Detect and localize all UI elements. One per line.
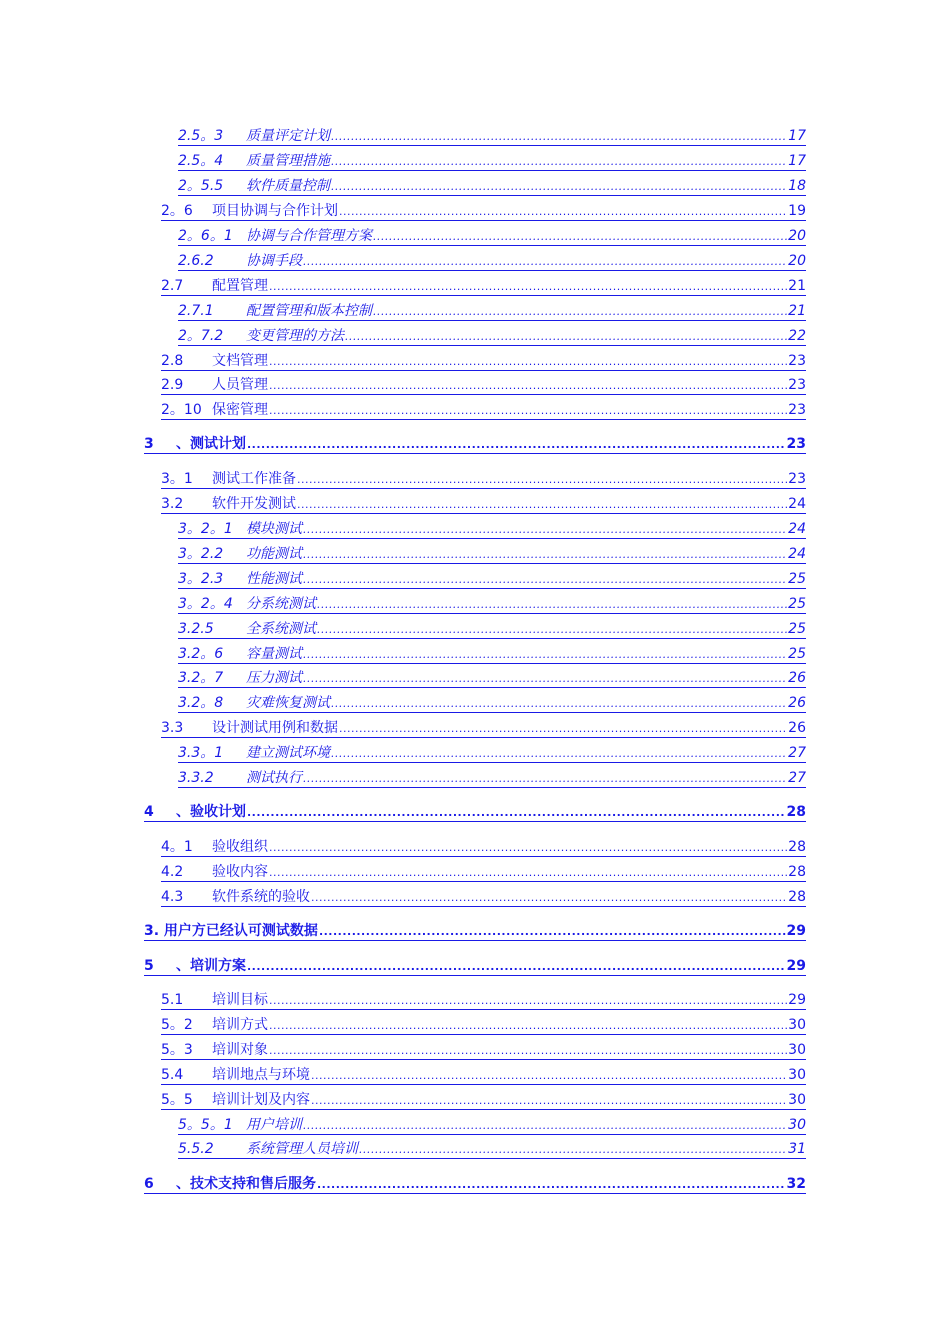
toc-entry-title: 、技术支持和售后服务 <box>176 1176 316 1192</box>
toc-entry[interactable] <box>178 226 806 246</box>
toc-entry[interactable] <box>161 1015 806 1035</box>
toc-entry-title: 培训地点与环境 <box>212 1067 310 1083</box>
toc-entry-title: 设计测试用例和数据 <box>212 720 338 736</box>
toc-entry-number: 5 <box>144 958 154 974</box>
toc-dot-leader <box>269 865 787 881</box>
toc-entry[interactable] <box>178 693 806 713</box>
toc-entry[interactable] <box>178 519 806 539</box>
toc-entry[interactable] <box>178 1115 806 1135</box>
toc-entry[interactable] <box>178 1139 806 1159</box>
toc-entry-page-number: 23 <box>788 353 806 369</box>
toc-dot-leader <box>269 840 787 856</box>
toc-entry-title: 项目协调与合作计划 <box>212 203 338 219</box>
toc-dot-leader <box>373 229 787 245</box>
toc-entry-title: 压力测试 <box>246 670 302 686</box>
toc-dot-leader <box>303 1118 787 1134</box>
toc-dot-leader <box>331 696 787 712</box>
toc-entry-number: 5.4 <box>161 1067 184 1083</box>
toc-entry-number: 4 <box>144 804 154 820</box>
toc-entry-title: 保密管理 <box>212 402 268 418</box>
toc-entry-title: 配置管理 <box>212 278 268 294</box>
toc-entry-number: 2.7 <box>161 278 184 294</box>
toc-entry[interactable] <box>144 802 806 822</box>
toc-entry[interactable] <box>178 668 806 688</box>
toc-entry-page-number: 29 <box>788 992 806 1008</box>
toc-entry-page-number: 28 <box>788 889 806 905</box>
toc-entry-number: 3.2 <box>161 496 184 512</box>
toc-entry-number: 2。6 <box>161 203 193 219</box>
toc-dot-leader <box>339 204 787 220</box>
toc-entry[interactable] <box>161 990 806 1010</box>
toc-entry-page-number: 26 <box>788 670 806 686</box>
toc-entry-number: 2。10 <box>161 402 202 418</box>
toc-entry-number: 2。6。1 <box>178 228 233 244</box>
toc-entry-number: 3。2。4 <box>178 596 233 612</box>
toc-entry-page-number: 23 <box>788 402 806 418</box>
toc-entry-title: 全系统测试 <box>246 621 316 637</box>
toc-entry-page-number: 31 <box>788 1141 806 1157</box>
toc-dot-leader <box>269 403 787 419</box>
toc-dot-leader <box>247 805 786 821</box>
toc-entry-page-number: 30 <box>788 1067 806 1083</box>
toc-entry[interactable] <box>161 469 806 489</box>
toc-dot-leader <box>269 1043 787 1059</box>
toc-entry[interactable] <box>178 768 806 788</box>
toc-entry-title: 、培训方案 <box>176 958 246 974</box>
toc-dot-leader <box>317 622 787 638</box>
toc-entry-title: 验收组织 <box>212 839 268 855</box>
toc-dot-leader <box>297 497 787 513</box>
toc-entry-number: 2.9 <box>161 377 184 393</box>
toc-entry-title: 质量评定计划 <box>246 128 330 144</box>
toc-entry-number: 2.7.1 <box>178 303 214 319</box>
toc-entry-page-number: 30 <box>788 1092 806 1108</box>
toc-entry-title: 3. 用户方已经认可测试数据 <box>144 923 318 939</box>
toc-entry-number: 5.1 <box>161 992 184 1008</box>
toc-entry[interactable] <box>161 718 806 738</box>
toc-entry-page-number: 30 <box>788 1042 806 1058</box>
toc-entry[interactable] <box>178 126 806 146</box>
toc-entry-number: 5。2 <box>161 1017 193 1033</box>
toc-entry-page-number: 25 <box>788 646 806 662</box>
toc-entry[interactable] <box>178 569 806 589</box>
toc-entry-title: 系统管理人员培训 <box>246 1141 358 1157</box>
toc-dot-leader <box>331 179 787 195</box>
toc-entry-title: 人员管理 <box>212 377 268 393</box>
toc-entry-title: 质量管理措施 <box>246 153 330 169</box>
toc-entry-page-number: 23 <box>788 471 806 487</box>
toc-entry-number: 3.2。7 <box>178 670 224 686</box>
toc-entry-page-number: 24 <box>788 521 806 537</box>
toc-entry-page-number: 26 <box>788 720 806 736</box>
toc-dot-leader <box>303 254 787 270</box>
toc-entry-title: 建立测试环境 <box>246 745 330 761</box>
toc-entry[interactable] <box>178 743 806 763</box>
toc-entry-page-number: 20 <box>788 228 806 244</box>
toc-entry-number: 3.2。6 <box>178 646 224 662</box>
toc-entry-title: 软件系统的验收 <box>212 889 310 905</box>
toc-entry-title: 、验收计划 <box>176 804 246 820</box>
toc-entry[interactable] <box>161 375 806 395</box>
toc-entry[interactable] <box>161 351 806 371</box>
toc-dot-leader <box>319 924 786 940</box>
toc-entry-page-number: 23 <box>788 377 806 393</box>
toc-dot-leader <box>303 522 787 538</box>
toc-entry-page-number: 19 <box>788 203 806 219</box>
toc-entry-page-number: 25 <box>788 621 806 637</box>
toc-entry-number: 4.3 <box>161 889 184 905</box>
toc-entry-number: 3。2.2 <box>178 546 224 562</box>
toc-entry[interactable] <box>144 921 806 941</box>
toc-dot-leader <box>345 329 787 345</box>
toc-entry-number: 6 <box>144 1176 154 1192</box>
toc-entry-page-number: 20 <box>788 253 806 269</box>
toc-entry[interactable] <box>161 862 806 882</box>
toc-entry-page-number: 27 <box>788 745 806 761</box>
toc-entry-title: 容量测试 <box>246 646 302 662</box>
toc-dot-leader <box>311 1093 787 1109</box>
toc-dot-leader <box>269 354 787 370</box>
toc-entry-page-number: 29 <box>786 958 806 974</box>
toc-entry[interactable] <box>161 1065 806 1085</box>
toc-dot-leader <box>247 437 786 453</box>
toc-entry-page-number: 21 <box>788 303 806 319</box>
toc-entry-number: 3.3。1 <box>178 745 224 761</box>
toc-dot-leader <box>247 959 786 975</box>
toc-entry[interactable] <box>161 276 806 296</box>
toc-entry-page-number: 28 <box>788 864 806 880</box>
toc-entry-title: 验收内容 <box>212 864 268 880</box>
toc-entry-number: 3。2.3 <box>178 571 224 587</box>
toc-entry-number: 5。5 <box>161 1092 193 1108</box>
toc-entry-page-number: 18 <box>788 178 806 194</box>
toc-entry-page-number: 25 <box>788 596 806 612</box>
toc-entry[interactable] <box>161 837 806 857</box>
toc-entry-page-number: 26 <box>788 695 806 711</box>
toc-entry[interactable] <box>178 251 806 271</box>
toc-entry-page-number: 30 <box>788 1017 806 1033</box>
toc-entry[interactable] <box>161 887 806 907</box>
toc-entry-number: 3.3.2 <box>178 770 214 786</box>
toc-entry[interactable] <box>178 301 806 321</box>
toc-entry-title: 培训计划及内容 <box>212 1092 310 1108</box>
toc-dot-leader <box>331 154 787 170</box>
toc-entry[interactable] <box>161 494 806 514</box>
toc-entry-title: 培训对象 <box>212 1042 268 1058</box>
toc-entry-page-number: 28 <box>788 839 806 855</box>
toc-dot-leader <box>303 547 787 563</box>
toc-entry[interactable] <box>161 1090 806 1110</box>
toc-dot-leader <box>331 746 787 762</box>
toc-entry-title: 配置管理和版本控制 <box>246 303 372 319</box>
toc-entry-number: 5。3 <box>161 1042 193 1058</box>
toc-entry[interactable] <box>178 151 806 171</box>
toc-entry-number: 3。1 <box>161 471 193 487</box>
toc-dot-leader <box>303 771 787 787</box>
toc-entry[interactable] <box>178 644 806 664</box>
toc-dot-leader <box>303 671 787 687</box>
toc-entry[interactable] <box>144 956 806 976</box>
toc-entry-number: 5.5.2 <box>178 1141 214 1157</box>
toc-entry-number: 2.6.2 <box>178 253 214 269</box>
toc-dot-leader <box>297 472 787 488</box>
toc-entry-number: 3.2.5 <box>178 621 214 637</box>
toc-entry-title: 培训方式 <box>212 1017 268 1033</box>
toc-entry-page-number: 22 <box>788 328 806 344</box>
toc-entry[interactable] <box>144 1174 806 1194</box>
toc-entry-page-number: 17 <box>788 153 806 169</box>
toc-dot-leader <box>373 304 787 320</box>
toc-entry-number: 3 <box>144 436 154 452</box>
toc-entry-title: 文档管理 <box>212 353 268 369</box>
toc-dot-leader <box>269 1018 787 1034</box>
toc-dot-leader <box>303 572 787 588</box>
toc-entry-page-number: 24 <box>788 546 806 562</box>
toc-entry[interactable] <box>144 434 806 454</box>
toc-entry-number: 3.2。8 <box>178 695 224 711</box>
toc-entry-title: 灾难恢复测试 <box>246 695 330 711</box>
toc-entry-title: 分系统测试 <box>246 596 316 612</box>
toc-dot-leader <box>317 1177 786 1193</box>
toc-entry-page-number: 30 <box>788 1117 806 1133</box>
toc-entry[interactable] <box>178 594 806 614</box>
toc-dot-leader <box>269 993 787 1009</box>
toc-entry-number: 2.5。3 <box>178 128 224 144</box>
toc-entry[interactable] <box>161 400 806 420</box>
toc-dot-leader <box>339 721 787 737</box>
toc-entry-title: 功能测试 <box>246 546 302 562</box>
toc-entry-title: 测试工作准备 <box>212 471 296 487</box>
toc-entry-title: 性能测试 <box>246 571 302 587</box>
toc-dot-leader <box>269 378 787 394</box>
toc-entry-page-number: 21 <box>788 278 806 294</box>
toc-entry-page-number: 17 <box>788 128 806 144</box>
toc-entry-title: 测试执行 <box>246 770 302 786</box>
toc-entry-title: 协调手段 <box>246 253 302 269</box>
toc-entry-title: 培训目标 <box>212 992 268 1008</box>
toc-entry-page-number: 28 <box>786 804 806 820</box>
toc-entry-title: 模块测试 <box>246 521 302 537</box>
toc-entry-page-number: 23 <box>786 436 806 452</box>
toc-entry-page-number: 25 <box>788 571 806 587</box>
toc-dot-leader <box>317 597 787 613</box>
toc-dot-leader <box>303 647 787 663</box>
toc-dot-leader <box>331 129 787 145</box>
toc-entry[interactable] <box>161 201 806 221</box>
toc-entry-title: 软件开发测试 <box>212 496 296 512</box>
toc-dot-leader <box>359 1142 787 1158</box>
toc-entry[interactable] <box>178 619 806 639</box>
toc-entry-number: 4。1 <box>161 839 193 855</box>
toc-entry-number: 5。5。1 <box>178 1117 233 1133</box>
toc-entry-number: 3.3 <box>161 720 184 736</box>
toc-entry-number: 4.2 <box>161 864 184 880</box>
toc-entry-page-number: 24 <box>788 496 806 512</box>
toc-entry[interactable] <box>178 176 806 196</box>
toc-entry-number: 2.5。4 <box>178 153 224 169</box>
toc-entry-title: 协调与合作管理方案 <box>246 228 372 244</box>
toc-entry[interactable] <box>178 326 806 346</box>
toc-dot-leader <box>311 890 787 906</box>
toc-entry[interactable] <box>161 1040 806 1060</box>
toc-dot-leader <box>269 279 787 295</box>
toc-entry-page-number: 32 <box>786 1176 806 1192</box>
toc-entry-number: 2。5.5 <box>178 178 224 194</box>
toc-entry-title: 、测试计划 <box>176 436 246 452</box>
toc-entry-number: 2。7.2 <box>178 328 224 344</box>
toc-entry[interactable] <box>178 544 806 564</box>
toc-entry-title: 软件质量控制 <box>246 178 330 194</box>
toc-entry-title: 用户培训 <box>246 1117 302 1133</box>
toc-entry-page-number: 27 <box>788 770 806 786</box>
toc-entry-number: 3。2。1 <box>178 521 233 537</box>
toc-entry-page-number: 29 <box>786 923 806 939</box>
toc-dot-leader <box>311 1068 787 1084</box>
toc-entry-number: 2.8 <box>161 353 184 369</box>
toc-entry-title: 变更管理的方法 <box>246 328 344 344</box>
